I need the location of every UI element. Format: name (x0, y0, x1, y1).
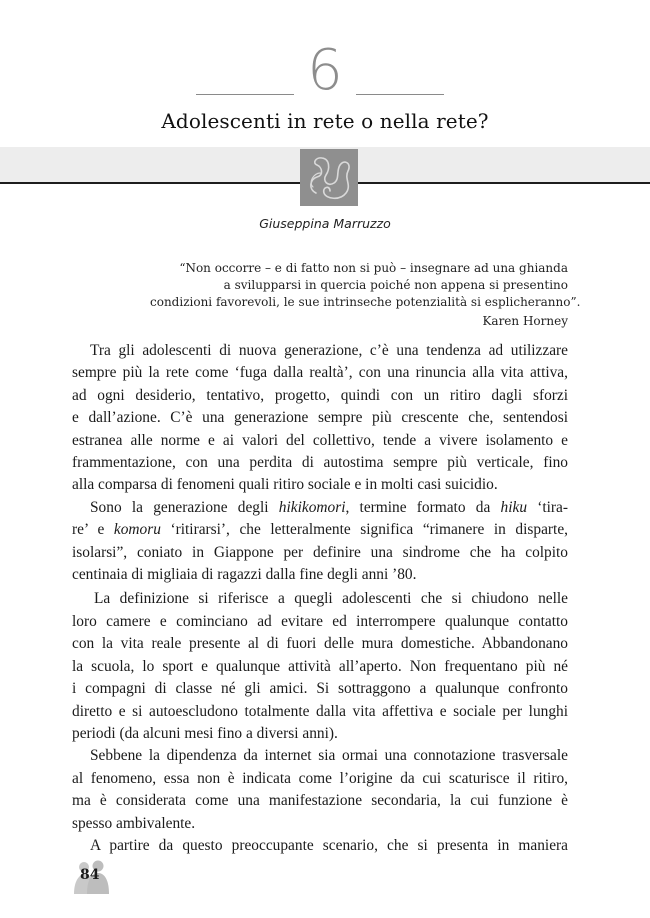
epigraph-line: “Non occorre – e di fatto non si può – insegnare ad una ghianda (179, 261, 568, 275)
text-line: Sebbene la dipendenza da internet sia ormai una connotazione trasversale (90, 747, 568, 765)
text-line: periodi (da alcuni mesi fino a diversi anni). (72, 724, 338, 742)
text-line: frammentazione, con una perdita di autostima sempre più verticale, fino (72, 454, 568, 472)
body-text (72, 340, 568, 857)
text-line: i compagni di classe né gli amici. Si sottraggono a qualunque confronto (72, 680, 568, 698)
chapter-number: 6 (307, 38, 343, 103)
text-line: La definizione si riferisce a quegli adolescenti che si chiudono nelle (94, 590, 568, 608)
squiggle-ornament-icon (300, 149, 358, 206)
epigraph-line: condizioni favorevoli, le sue intrinseche potenzialità si esplicheranno”. (150, 295, 581, 310)
epigraph (150, 260, 581, 330)
text-line: la scuola, lo sport e qualunque attività all’aperto. Non frequentano più né (72, 657, 568, 675)
author-name: Giuseppina Marruzzo (259, 216, 391, 231)
text-line: sempre più la rete come ‘fuga dalla realtà’, con una rinuncia alla vita attiva, (72, 364, 568, 382)
paragraph (72, 340, 568, 497)
text-line: isolarsi”, coniato in Giappone per definire una sindrome che ha colpito (72, 543, 568, 561)
italic-term: hikikomori (278, 498, 346, 516)
text-line: spesso ambivalente. (72, 814, 196, 832)
page-footer (72, 858, 112, 894)
chapter-rule-left (196, 94, 294, 95)
chapter-rule-right (356, 94, 444, 95)
epigraph-author: Karen Horney (482, 313, 568, 328)
text-line: diretto e si autoescludono totalmente dalla vita affettiva e sociale per lunghi (72, 702, 568, 720)
text-line: alla comparsa di fenomeni quali ritiro sociale e in molti casi suicidio. (72, 476, 498, 494)
page-number: 84 (80, 867, 100, 883)
italic-term: komoru (113, 521, 161, 539)
paragraph (72, 835, 568, 857)
paragraph (72, 588, 568, 745)
text-line: estranea alle norme e ai valori del collettivo, tende a vivere isolamento e (72, 431, 568, 449)
text-line: Sono la generazione degli hikikomori, termine formato da hiku ‘tira- (90, 498, 569, 516)
chapter-heading (0, 38, 650, 108)
text-line: e dall’azione. C’è una generazione sempre più crescente che, sentendosi (72, 409, 568, 427)
text-line: A partire da questo preoccupante scenario, che si presenta in maniera (90, 836, 568, 854)
epigraph-line: a svilupparsi in quercia poiché non appena si presentino (223, 278, 568, 293)
chapter-title: Adolescenti in rete o nella rete? (161, 109, 489, 133)
text-line: al fenomeno, essa non è indicata come l’origine da cui scaturisce il ritiro, (72, 769, 568, 787)
paragraph (72, 745, 568, 835)
text-line: loro camere e cominciano ad evitare ed interrompere qualunque contatto (72, 612, 568, 630)
text-line: centinaia di migliaia di ragazzi dalla fine degli anni ’80. (72, 566, 417, 584)
paragraph (72, 497, 568, 587)
text-line: ma è considerata come una manifestazione secondaria, la cui funzione è (72, 792, 568, 810)
text-line: con la vita reale presente al di fuori delle mura domestiche. Abbandonano (72, 635, 568, 653)
text-line: re’ e komoru ‘ritirarsi’, che letteralmente significa “rimanere in disparte, (72, 521, 569, 539)
text-line: ad ogni desiderio, tentativo, progetto, quindi con un ritiro dagli sforzi (72, 386, 568, 404)
text-line: Tra gli adolescenti di nuova generazione, c’è una tendenza ad utilizzare (90, 342, 568, 359)
italic-term: hiku (500, 498, 528, 516)
